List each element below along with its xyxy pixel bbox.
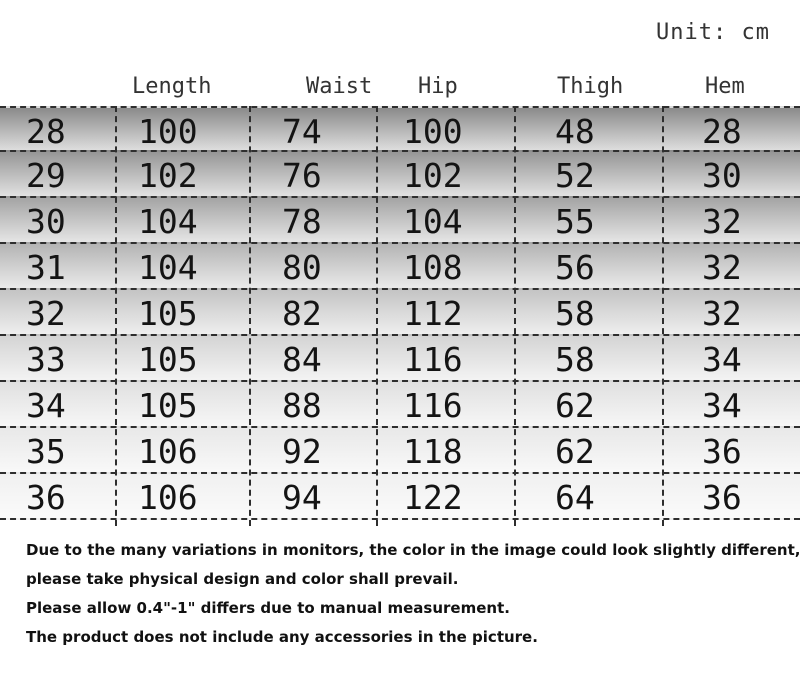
cell-hip: 108 <box>403 248 463 287</box>
cell-hip: 100 <box>403 112 463 151</box>
cell-size: 30 <box>26 202 66 241</box>
cell-hem: 36 <box>702 432 742 471</box>
cell-hip: 116 <box>403 386 463 425</box>
column-divider <box>514 106 516 526</box>
cell-hem: 36 <box>702 478 742 517</box>
cell-thigh: 48 <box>555 112 595 151</box>
column-divider <box>115 106 117 526</box>
cell-thigh: 58 <box>555 294 595 333</box>
cell-size: 35 <box>26 432 66 471</box>
cell-length: 104 <box>138 248 198 287</box>
column-divider <box>249 106 251 526</box>
note-line: Please allow 0.4"-1" differs due to manual measurement. <box>26 599 510 617</box>
cell-hem: 30 <box>702 156 742 195</box>
cell-hem: 34 <box>702 386 742 425</box>
cell-size: 28 <box>26 112 66 151</box>
cell-thigh: 64 <box>555 478 595 517</box>
cell-hip: 122 <box>403 478 463 517</box>
cell-size: 32 <box>26 294 66 333</box>
cell-length: 100 <box>138 112 198 151</box>
cell-thigh: 55 <box>555 202 595 241</box>
cell-waist: 82 <box>282 294 322 333</box>
cell-size: 34 <box>26 386 66 425</box>
disclaimer-notes <box>26 536 800 652</box>
cell-waist: 76 <box>282 156 322 195</box>
cell-thigh: 62 <box>555 432 595 471</box>
cell-hip: 116 <box>403 340 463 379</box>
cell-hem: 32 <box>702 248 742 287</box>
cell-hip: 112 <box>403 294 463 333</box>
header-length: Length <box>132 74 212 99</box>
cell-length: 105 <box>138 386 198 425</box>
cell-waist: 78 <box>282 202 322 241</box>
table-row <box>0 428 800 474</box>
cell-length: 104 <box>138 202 198 241</box>
cell-hem: 32 <box>702 294 742 333</box>
column-divider <box>662 106 664 526</box>
cell-size: 31 <box>26 248 66 287</box>
cell-hem: 34 <box>702 340 742 379</box>
cell-thigh: 58 <box>555 340 595 379</box>
header-hip: Hip <box>418 74 458 99</box>
unit-label: Unit: cm <box>656 20 770 45</box>
cell-size: 36 <box>26 478 66 517</box>
table-row <box>0 474 800 520</box>
header-hem: Hem <box>705 74 745 99</box>
cell-waist: 74 <box>282 112 322 151</box>
cell-thigh: 52 <box>555 156 595 195</box>
cell-thigh: 62 <box>555 386 595 425</box>
cell-hem: 32 <box>702 202 742 241</box>
header-thigh: Thigh <box>557 74 624 99</box>
cell-waist: 84 <box>282 340 322 379</box>
table-row <box>0 336 800 382</box>
table-header <box>0 74 800 104</box>
cell-length: 105 <box>138 340 198 379</box>
cell-hip: 102 <box>403 156 463 195</box>
cell-hem: 28 <box>702 112 742 151</box>
cell-waist: 94 <box>282 478 322 517</box>
cell-hip: 118 <box>403 432 463 471</box>
cell-waist: 88 <box>282 386 322 425</box>
table-row <box>0 106 800 152</box>
cell-size: 29 <box>26 156 66 195</box>
cell-length: 105 <box>138 294 198 333</box>
note-line: please take physical design and color shall prevail. <box>26 570 459 588</box>
table-row <box>0 152 800 198</box>
cell-waist: 92 <box>282 432 322 471</box>
note-line: The product does not include any accessories in the picture. <box>26 628 538 646</box>
table-row <box>0 290 800 336</box>
cell-thigh: 56 <box>555 248 595 287</box>
cell-hip: 104 <box>403 202 463 241</box>
cell-length: 106 <box>138 432 198 471</box>
table-row <box>0 382 800 428</box>
table-row <box>0 198 800 244</box>
size-table <box>0 106 800 526</box>
header-waist: Waist <box>306 74 373 99</box>
table-row <box>0 244 800 290</box>
cell-length: 106 <box>138 478 198 517</box>
cell-size: 33 <box>26 340 66 379</box>
column-divider <box>376 106 378 526</box>
cell-length: 102 <box>138 156 198 195</box>
note-line: Due to the many variations in monitors, the color in the image could look slightly different, <box>26 541 800 559</box>
cell-waist: 80 <box>282 248 322 287</box>
